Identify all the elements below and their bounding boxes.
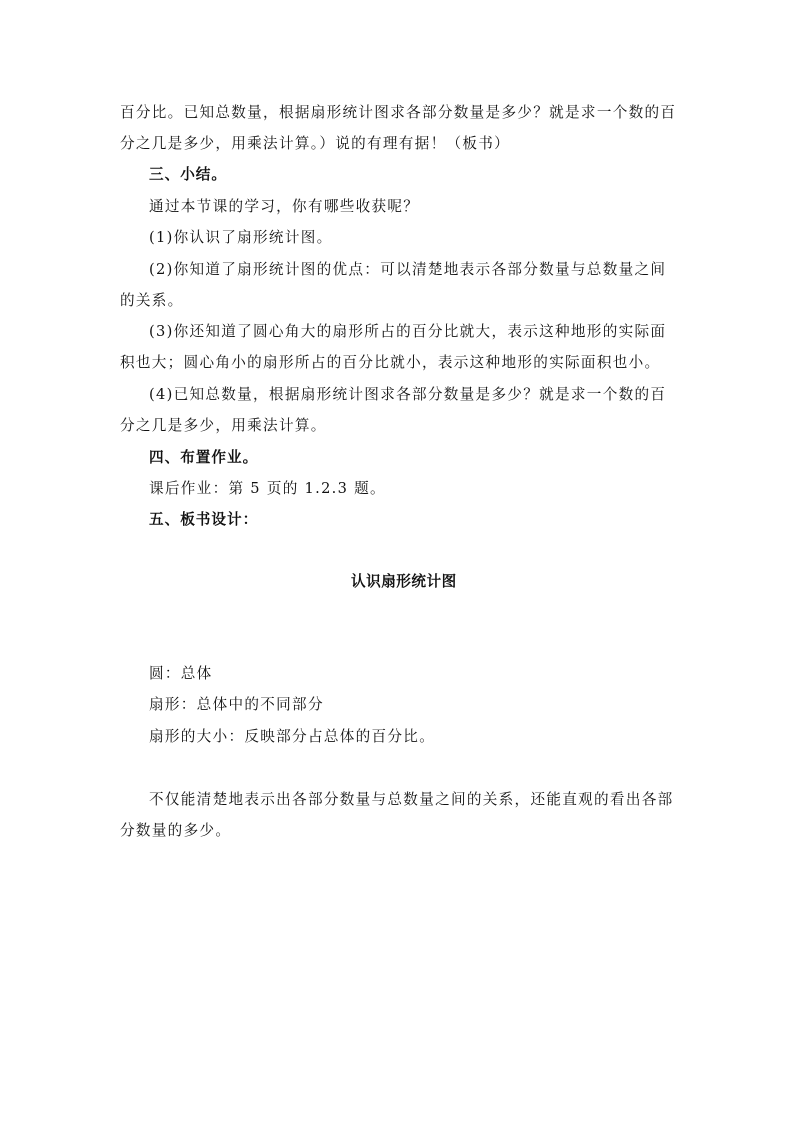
intro-paragraph-line-1: 百分比。已知总数量，根据扇形统计图求各部分数量是多少？就是求一个数的百 — [120, 104, 677, 121]
board-line-sector: 扇形：总体中的不同部分 — [149, 696, 324, 713]
board-line-sector-size: 扇形的大小：反映部分占总体的百分比。 — [149, 728, 436, 745]
summary-question: 通过本节课的学习，你有哪些收获呢？ — [149, 198, 420, 215]
summary-item-4-line-2: 分之几是多少，用乘法计算。 — [120, 417, 327, 434]
intro-paragraph-line-2: 分之几是多少，用乘法计算。）说的有理有据！（板书） — [120, 135, 511, 152]
board-summary-line-2: 分数量的多少。 — [120, 822, 232, 839]
summary-item-2-line-1: (2)你知道了扇形统计图的优点：可以清楚地表示各部分数量与总数量之间 — [149, 261, 667, 278]
section-5-heading: 五、板书设计： — [149, 511, 259, 528]
board-summary-line-1: 不仅能清楚地表示出各部分数量与总数量之间的关系，还能直观的看出各部 — [149, 791, 674, 808]
summary-item-3-line-2: 积也大；圆心角小的扇形所占的百分比就小，表示这种地形的实际面积也小。 — [120, 354, 661, 371]
summary-item-2-line-2: 的关系。 — [120, 292, 184, 309]
summary-item-3-line-1: (3)你还知道了圆心角大的扇形所占的百分比就大，表示这种地形的实际面 — [149, 323, 667, 340]
board-line-circle: 圆：总体 — [149, 665, 213, 682]
board-title: 认识扇形统计图 — [351, 573, 457, 590]
summary-item-1: (1)你认识了扇形统计图。 — [149, 229, 333, 246]
summary-item-4-line-1: (4)已知总数量，根据扇形统计图求各部分数量是多少？就是求一个数的百 — [149, 386, 667, 403]
homework-text: 课后作业：第 5 页的 1.2.3 题。 — [149, 480, 386, 497]
section-3-heading: 三、小结。 — [149, 166, 227, 183]
section-4-heading: 四、布置作业。 — [149, 449, 259, 466]
